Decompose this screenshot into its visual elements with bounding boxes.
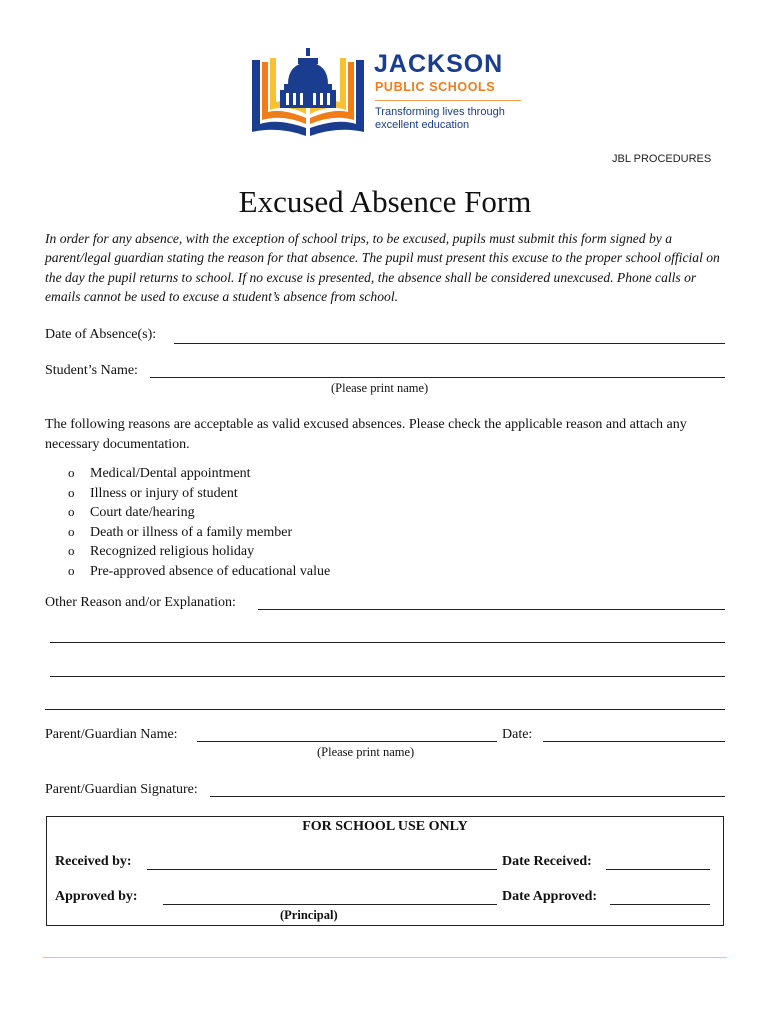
explanation-line-3[interactable] — [45, 709, 725, 710]
reasons-intro: The following reasons are acceptable as valid excused absences. Please check the applicable reason and attach any necessary documentation. — [45, 417, 687, 452]
page-title: Excused Absence Form — [238, 184, 532, 219]
guardian-date-label: Date: — [502, 727, 533, 742]
reason-label: Recognized religious holiday — [90, 544, 255, 559]
other-reason-input[interactable] — [258, 609, 725, 610]
received-by-label: Received by: — [55, 854, 132, 869]
logo-line-2: PUBLIC SCHOOLS — [375, 80, 496, 94]
reason-item[interactable] — [68, 463, 330, 483]
received-by-input[interactable] — [147, 869, 497, 870]
reason-item[interactable] — [68, 541, 330, 561]
principal-hint: (Principal) — [280, 908, 338, 922]
explanation-line-1[interactable] — [50, 642, 725, 643]
reason-label: Court date/hearing — [90, 505, 195, 520]
approved-by-label: Approved by: — [55, 889, 138, 904]
footer-divider — [43, 957, 727, 958]
reason-item[interactable] — [68, 502, 330, 522]
guardian-signature-label: Parent/Guardian Signature: — [45, 782, 198, 797]
other-reason-label: Other Reason and/or Explanation: — [45, 595, 236, 610]
reason-item[interactable] — [68, 522, 330, 542]
reason-item[interactable] — [68, 561, 330, 581]
date-of-absence-input[interactable] — [174, 343, 725, 344]
reason-label: Pre-approved absence of educational value — [90, 563, 331, 579]
school-logo — [248, 44, 538, 144]
approved-by-input[interactable] — [163, 904, 497, 905]
checkbox-circle-icon[interactable]: o — [68, 562, 75, 578]
guardian-name-hint: (Please print name) — [317, 745, 415, 759]
procedure-code: JBL PROCEDURES — [612, 153, 712, 165]
checkbox-circle-icon[interactable]: o — [68, 523, 75, 539]
student-name-hint: (Please print name) — [331, 381, 429, 395]
school-use-heading: FOR SCHOOL USE ONLY — [302, 819, 468, 834]
logo-divider — [375, 100, 521, 101]
date-received-input[interactable] — [606, 869, 710, 870]
reason-label: Medical/Dental appointment — [90, 466, 251, 481]
checkbox-circle-icon[interactable]: o — [68, 504, 75, 519]
guardian-signature-input[interactable] — [210, 796, 725, 797]
guardian-name-input[interactable] — [197, 741, 497, 742]
guardian-date-input[interactable] — [543, 741, 725, 742]
logo-line-1: JACKSON — [374, 50, 504, 78]
guardian-name-label: Parent/Guardian Name: — [45, 727, 178, 742]
checkbox-circle-icon[interactable]: o — [68, 484, 75, 500]
explanation-line-2[interactable] — [50, 676, 725, 677]
capitol-book-icon — [248, 44, 368, 140]
student-name-label: Student’s Name: — [45, 363, 138, 378]
school-use-box — [46, 816, 724, 926]
checkbox-circle-icon[interactable]: o — [68, 465, 75, 480]
logo-tagline: Transforming lives through excellent education — [375, 106, 505, 131]
reason-item[interactable] — [68, 483, 330, 503]
reasons-list — [68, 463, 330, 580]
intro-paragraph: In order for any absence, with the exception of school trips, to be excused, pupils must submit this form signed by a parent/legal guardian stating the reason for that absence. The pupil must present this excuse to the proper school official on the day the pupil returns to school. If no excuse is presented, the absence shall be considered unexcused. Phone calls or emails cannot be used to excuse a student’s absence from school. — [45, 231, 720, 305]
date-approved-label: Date Approved: — [502, 889, 598, 904]
date-approved-input[interactable] — [610, 904, 710, 905]
reason-label: Illness or injury of student — [90, 485, 238, 501]
student-name-input[interactable] — [150, 377, 725, 378]
date-of-absence-label: Date of Absence(s): — [45, 327, 157, 342]
checkbox-circle-icon[interactable]: o — [68, 543, 75, 558]
reason-label: Death or illness of a family member — [90, 524, 293, 540]
date-received-label: Date Received: — [502, 854, 592, 869]
